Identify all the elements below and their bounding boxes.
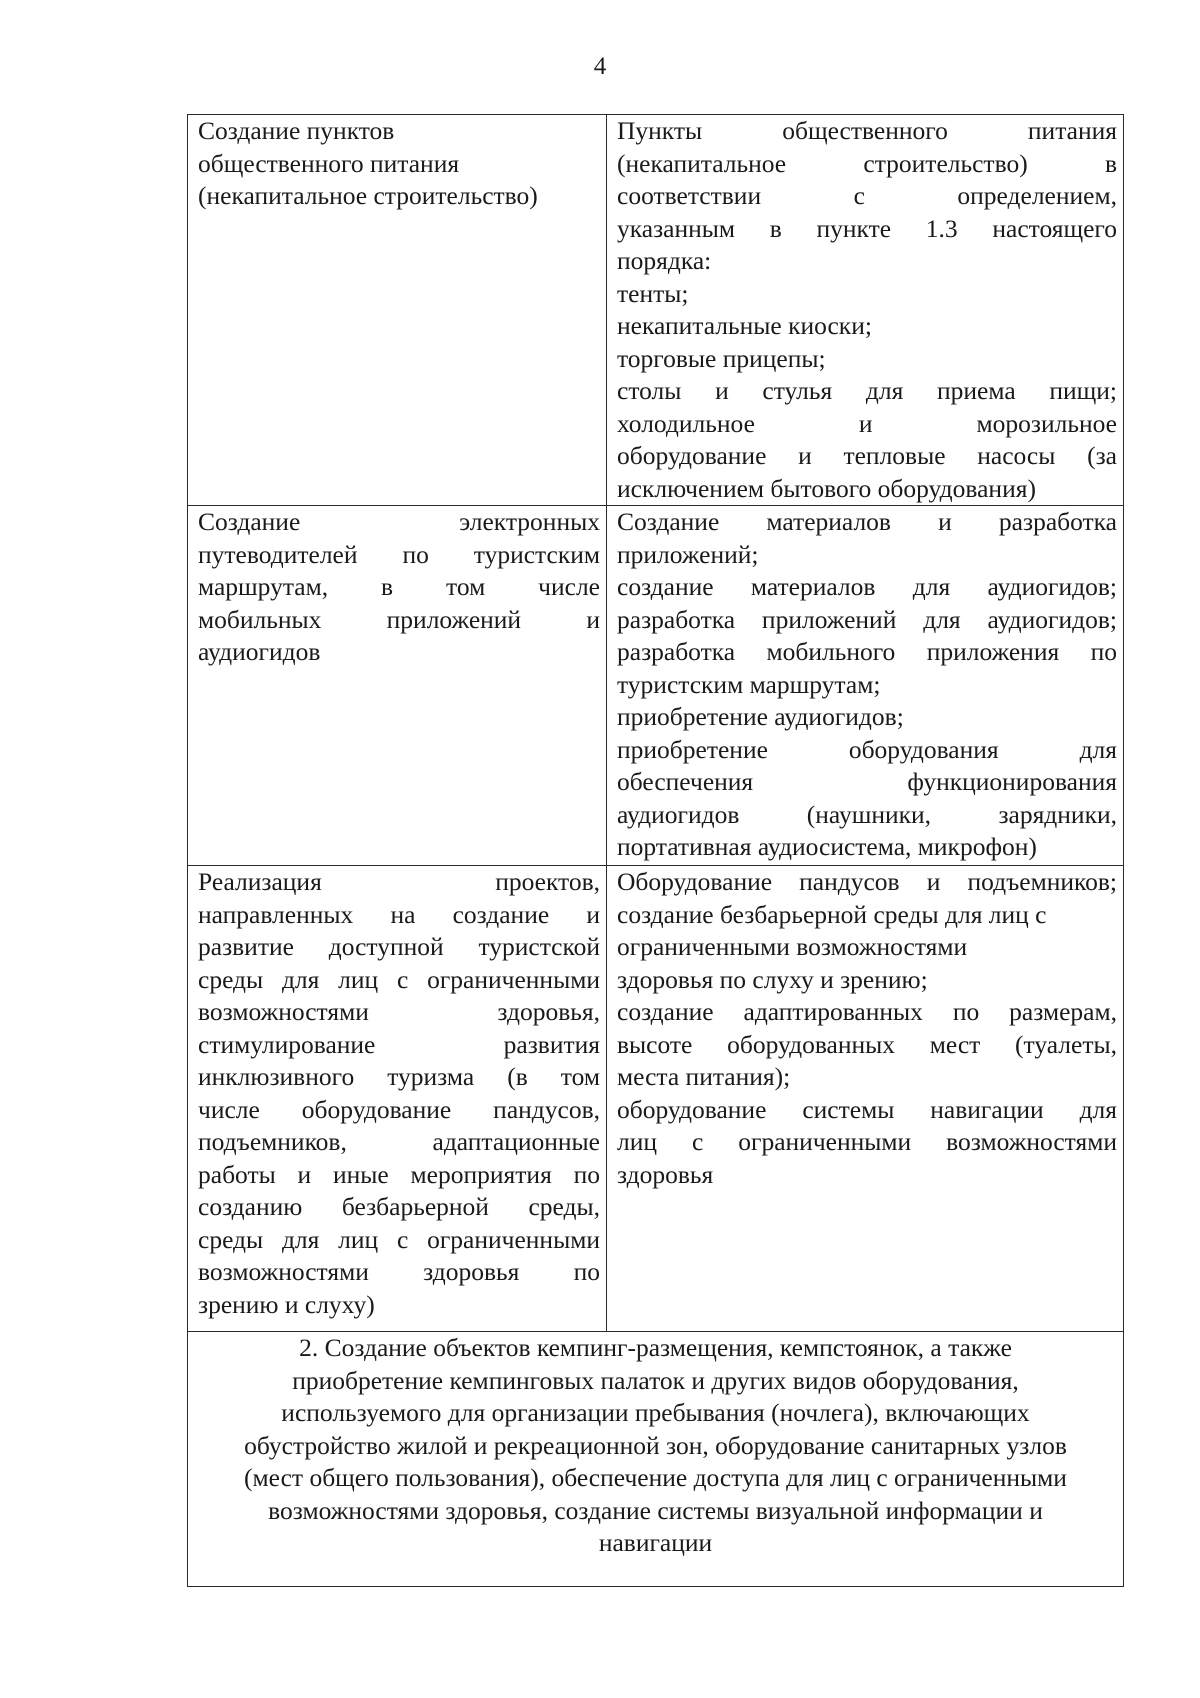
description-cell xyxy=(607,506,1124,866)
section-row xyxy=(188,1332,1124,1587)
description-text-line: лиц с ограниченными возможностями xyxy=(617,1127,1117,1156)
description-text-line: аудиогидов (наушники, зарядники, xyxy=(617,799,1117,829)
section-heading-cell xyxy=(188,1332,1124,1587)
description-cell xyxy=(607,115,1124,506)
measure-text-line: мобильных приложений и xyxy=(198,604,600,634)
description-text-line: оборудование системы навигации для xyxy=(617,1094,1117,1124)
description-text-line: Пункты общественного питания xyxy=(617,116,1117,145)
description-text-line: некапитальные киоски; xyxy=(617,311,872,340)
description-text-line: оборудование и тепловые насосы (за xyxy=(617,441,1117,470)
measure-cell xyxy=(188,506,607,866)
measure-text-line: зрению и слуху) xyxy=(198,1289,375,1319)
measure-text-line: инклюзивного туризма (в том xyxy=(198,1062,600,1091)
description-text-line: разработка мобильного приложения по xyxy=(617,637,1117,666)
measure-text-line: возможностями здоровья, xyxy=(198,997,600,1026)
table-row xyxy=(188,506,1124,866)
measure-text-line: Создание электронных xyxy=(198,507,600,536)
measure-text-line: путеводителей по туристским xyxy=(198,539,600,569)
measures-table xyxy=(187,114,1124,1587)
description-text-line: соответствии с определением, xyxy=(617,181,1117,210)
measure-text-line: общественного питания xyxy=(198,148,460,178)
measure-text-line: среды для лиц с ограниченными xyxy=(198,964,600,994)
page-number: 4 xyxy=(593,53,607,80)
description-text-line: приложений; xyxy=(617,539,759,569)
description-text-line: исключением бытового оборудования) xyxy=(617,473,1036,503)
description-text-line: приобретение оборудования для xyxy=(617,734,1117,764)
measure-text-line: возможностями здоровья по xyxy=(198,1257,600,1286)
description-text-line: (некапитальное строительство) в xyxy=(617,148,1117,178)
measure-text-line: аудиогидов xyxy=(198,637,321,666)
section-heading-line: используемого для организации пребывания (ночлега), включающих xyxy=(281,1398,1030,1427)
description-text-line: создание безбарьерной среды для лиц с xyxy=(617,899,1047,929)
measure-cell xyxy=(188,115,607,506)
section-heading-line: (мест общего пользования), обеспечение доступа для лиц с ограниченными xyxy=(244,1463,1067,1492)
description-text-line: создание материалов для аудиогидов; xyxy=(617,572,1117,601)
measure-text-line: развитие доступной туристской xyxy=(198,932,600,961)
description-text-line: порядка: xyxy=(617,246,712,275)
table-row xyxy=(188,115,1124,506)
measure-text-line: стимулирование развития xyxy=(198,1029,600,1059)
measure-cell xyxy=(188,866,607,1332)
description-text-line: Оборудование пандусов и подъемников; xyxy=(617,867,1117,896)
description-cell xyxy=(607,866,1124,1332)
section-heading-line: приобретение кемпинговых палаток и других видов оборудования, xyxy=(292,1365,1019,1395)
description-text-line: здоровья xyxy=(617,1159,714,1189)
description-text-line: разработка приложений для аудиогидов; xyxy=(617,604,1117,634)
section-heading-line: навигации xyxy=(598,1528,713,1557)
measure-text-line: маршрутам, в том числе xyxy=(198,572,600,601)
measure-text-line: подъемников, адаптационные xyxy=(198,1127,600,1156)
description-text-line: здоровья по слуху и зрению; xyxy=(617,964,928,994)
description-text-line: туристским маршрутам; xyxy=(617,669,881,699)
section-heading-line: обустройство жилой и рекреационной зон, оборудование санитарных узлов xyxy=(244,1430,1067,1460)
description-text-line: Создание материалов и разработка xyxy=(617,507,1117,536)
measure-text-line: Создание пунктов xyxy=(198,116,395,145)
description-text-line: приобретение аудиогидов; xyxy=(617,702,904,731)
description-text-line: холодильное и морозильное xyxy=(617,408,1117,438)
description-text-line: указанным в пункте 1.3 настоящего xyxy=(617,213,1117,243)
description-text-line: тенты; xyxy=(617,278,689,308)
measure-text-line: (некапитальное строительство) xyxy=(198,181,538,210)
description-text-line: ограниченными возможностями xyxy=(617,932,968,961)
table-row xyxy=(188,866,1124,1332)
section-heading-line: 2. Создание объектов кемпинг-размещения, кемпстоянок, а также xyxy=(299,1333,1012,1362)
measure-text-line: Реализация проектов, xyxy=(198,867,600,896)
measure-text-line: среды для лиц с ограниченными xyxy=(198,1224,600,1254)
description-text-line: столы и стулья для приема пищи; xyxy=(617,376,1117,405)
description-text-line: места питания); xyxy=(617,1062,791,1091)
measure-text-line: направленных на создание и xyxy=(198,899,600,929)
description-text-line: обеспечения функционирования xyxy=(617,767,1117,796)
description-text-line: высоте оборудованных мест (туалеты, xyxy=(617,1029,1117,1059)
measure-text-line: числе оборудование пандусов, xyxy=(198,1094,600,1124)
description-text-line: торговые прицепы; xyxy=(617,343,826,373)
description-text-line: портативная аудиосистема, микрофон) xyxy=(617,832,1037,861)
description-text-line: создание адаптированных по размерам, xyxy=(617,997,1117,1026)
section-heading-line: возможностями здоровья, создание системы визуальной информации и xyxy=(268,1495,1043,1525)
measure-text-line: работы и иные мероприятия по xyxy=(198,1159,600,1189)
measure-text-line: созданию безбарьерной среды, xyxy=(198,1192,600,1221)
